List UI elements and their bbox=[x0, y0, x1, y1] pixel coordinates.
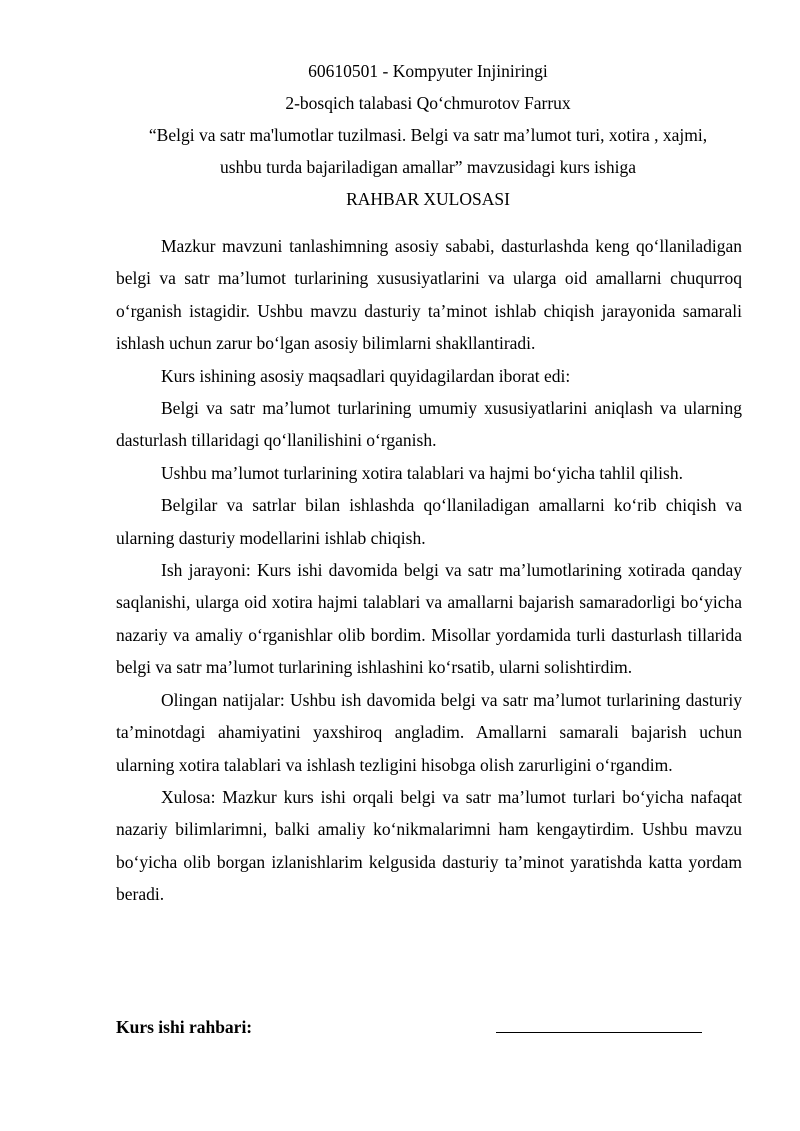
paragraph-process: Ish jarayoni: Kurs ishi davomida belgi va satr ma’lumotlarining xotirada qanday saqlanishi, ularga oid xotira hajmi talablari va amallarni bajarish samaradorligi bo‘yicha nazariy va amaliy o‘rganishlar olib bordim. Misollar yordamida turli dasturlash tillarida belgi va satr ma’lumot turlarining ishlashini ko‘rsatib, ularni solishtirdim. bbox=[116, 560, 742, 678]
topic-line-2: ushbu turda bajariladigan amallar” mavzusidagi kurs ishiga bbox=[220, 157, 636, 177]
paragraph-conclusion: Xulosa: Mazkur kurs ishi orqali belgi va satr ma’lumot turlari bo‘yicha nafaqat nazariy bilimlarimni, balki amaliy ko‘nikmalarimni ham kengaytirdim. Ushbu mavzu bo‘yicha olib borgan izlanishlarim kelgusida dasturiy ta’minot yaratishda katta yordam beradi. bbox=[116, 786, 742, 905]
paragraph-results: Olingan natijalar: Ushbu ish davomida belgi va satr ma’lumot turlarining dasturiy ta’minotdagi ahamiyatini yaxshiroq angladim. Amallarni samarali bajarish uchun ularning xotira talablari va ishlash tezligini hisobga olish zarurligini o‘rgandim. bbox=[116, 689, 742, 775]
signature-row bbox=[116, 1011, 742, 1043]
document-header bbox=[100, 55, 756, 215]
student-line: 2-bosqich talabasi Qo‘chmurotov Farrux bbox=[285, 93, 571, 113]
topic-line-1: “Belgi va satr ma'lumotlar tuzilmasi. Belgi va satr ma’lumot turi, xotira , xajmi, bbox=[148, 125, 708, 145]
document-body bbox=[116, 230, 742, 911]
paragraph-goals-intro: Kurs ishining asosiy maqsadlari quyidagilardan iborat edi: bbox=[161, 365, 571, 386]
program-code-title: 60610501 - Kompyuter Injiniringi bbox=[308, 61, 548, 81]
supervisor-label: Kurs ishi rahbari: bbox=[116, 1017, 253, 1037]
paragraph-goal-2: Ushbu ma’lumot turlarining xotira talablari va hajmi bo‘yicha tahlil qilish. bbox=[161, 462, 683, 483]
paragraph-goal-1: Belgi va satr ma’lumot turlarining umumiy xususiyatlarini aniqlash va ularning dasturlash tillaridagi qo‘llanilishini o‘rganish. bbox=[116, 398, 742, 451]
document-title: RAHBAR XULOSASI bbox=[346, 189, 510, 209]
signature-line bbox=[496, 1032, 702, 1033]
paragraph-goal-3: Belgilar va satrlar bilan ishlashda qo‘llaniladigan amallarni ko‘rib chiqish va ularning dasturiy modellarini ishlab chiqish. bbox=[116, 495, 742, 548]
paragraph-reason: Mazkur mavzuni tanlashimning asosiy sababi, dasturlashda keng qo‘llaniladigan belgi va satr ma’lumot turlarining xususiyatlarini va ularga oid amallarni chuqurroq o‘rganish istagidir. Ushbu mavzu dasturiy ta’minot ishlab chiqish jarayonida samarali ishlash uchun zarur bo‘lgan asosiy bilimlarni shakllantiradi. bbox=[116, 236, 742, 354]
